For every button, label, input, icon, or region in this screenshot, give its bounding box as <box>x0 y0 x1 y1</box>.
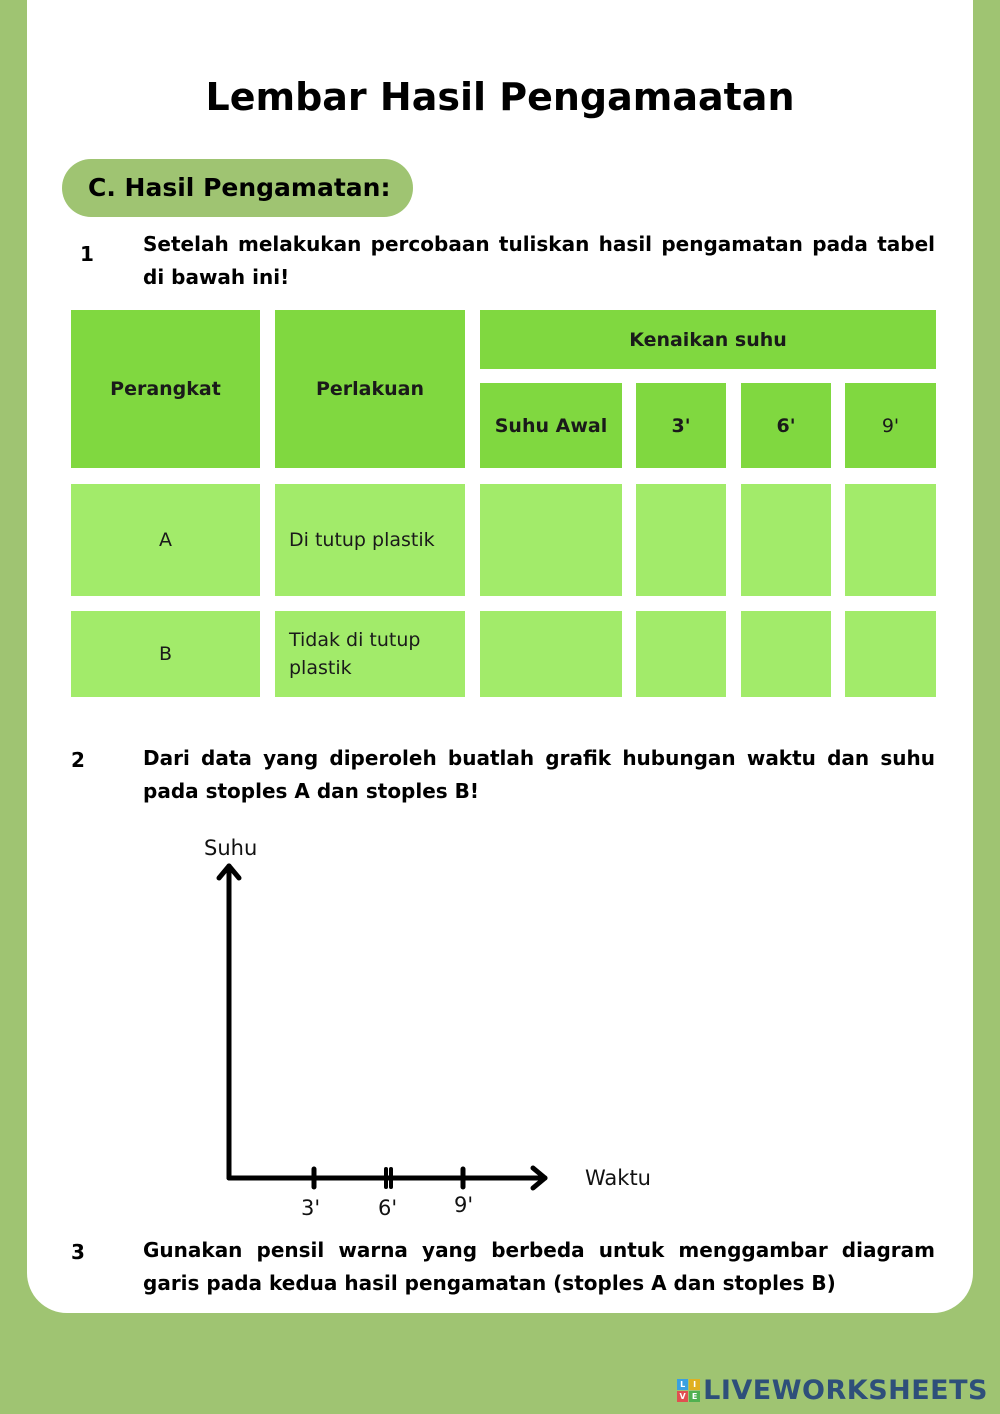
header-treatment-label: Perlakuan <box>315 378 425 400</box>
badge-letter-e: E <box>689 1391 700 1402</box>
tick-label-3: 3' <box>301 1196 321 1220</box>
question-2-number: 2 <box>71 748 85 772</box>
tick-label-9: 9' <box>454 1193 474 1217</box>
header-temperature-increase-label: Kenaikan suhu <box>629 328 787 351</box>
header-initial-temperature-label: Suhu Awal <box>494 414 608 437</box>
tick-label-6: 6' <box>378 1196 398 1220</box>
header-device-label: Perangkat <box>110 378 221 400</box>
badge-letter-v: V <box>677 1391 688 1402</box>
section-heading-label: C. Hasil Pengamatan: <box>88 173 391 202</box>
header-minute-3-label: 3' <box>671 414 691 437</box>
question-3-text: Gunakan pensil warna yang berbeda untuk menggambar diagram garis pada kedua hasil pengamatan (stoples A dan stoples B) <box>143 1238 935 1295</box>
row-a-device-label: A <box>159 529 172 551</box>
x-axis-label: Waktu <box>585 1166 651 1190</box>
header-minute-9-label: 9' <box>881 414 900 437</box>
y-axis-label: Suhu <box>204 836 258 860</box>
row-b-treatment-label: Tidak di tutup plastik <box>289 629 421 679</box>
page-title: Lembar Hasil Pengamaatan <box>205 75 795 119</box>
question-1-text: Setelah melakukan percobaan tuliskan hasil pengamatan pada tabel di bawah ini! <box>143 232 935 289</box>
question-1-number: 1 <box>80 242 94 266</box>
liveworksheets-logo <box>677 1372 988 1408</box>
badge-letter-l: L <box>677 1379 688 1390</box>
live-badge-icon <box>677 1379 700 1402</box>
logo-text: LIVEWORKSHEETS <box>703 1374 988 1406</box>
question-3-number: 3 <box>71 1240 85 1264</box>
row-a-treatment-label: Di tutup plastik <box>289 529 435 551</box>
question-2-text: Dari data yang diperoleh buatlah grafik hubungan waktu dan suhu pada stoples A dan stoples B! <box>143 746 935 803</box>
header-minute-6-label: 6' <box>776 414 796 437</box>
badge-letter-i: I <box>689 1379 700 1390</box>
row-b-device-label: B <box>158 643 173 665</box>
